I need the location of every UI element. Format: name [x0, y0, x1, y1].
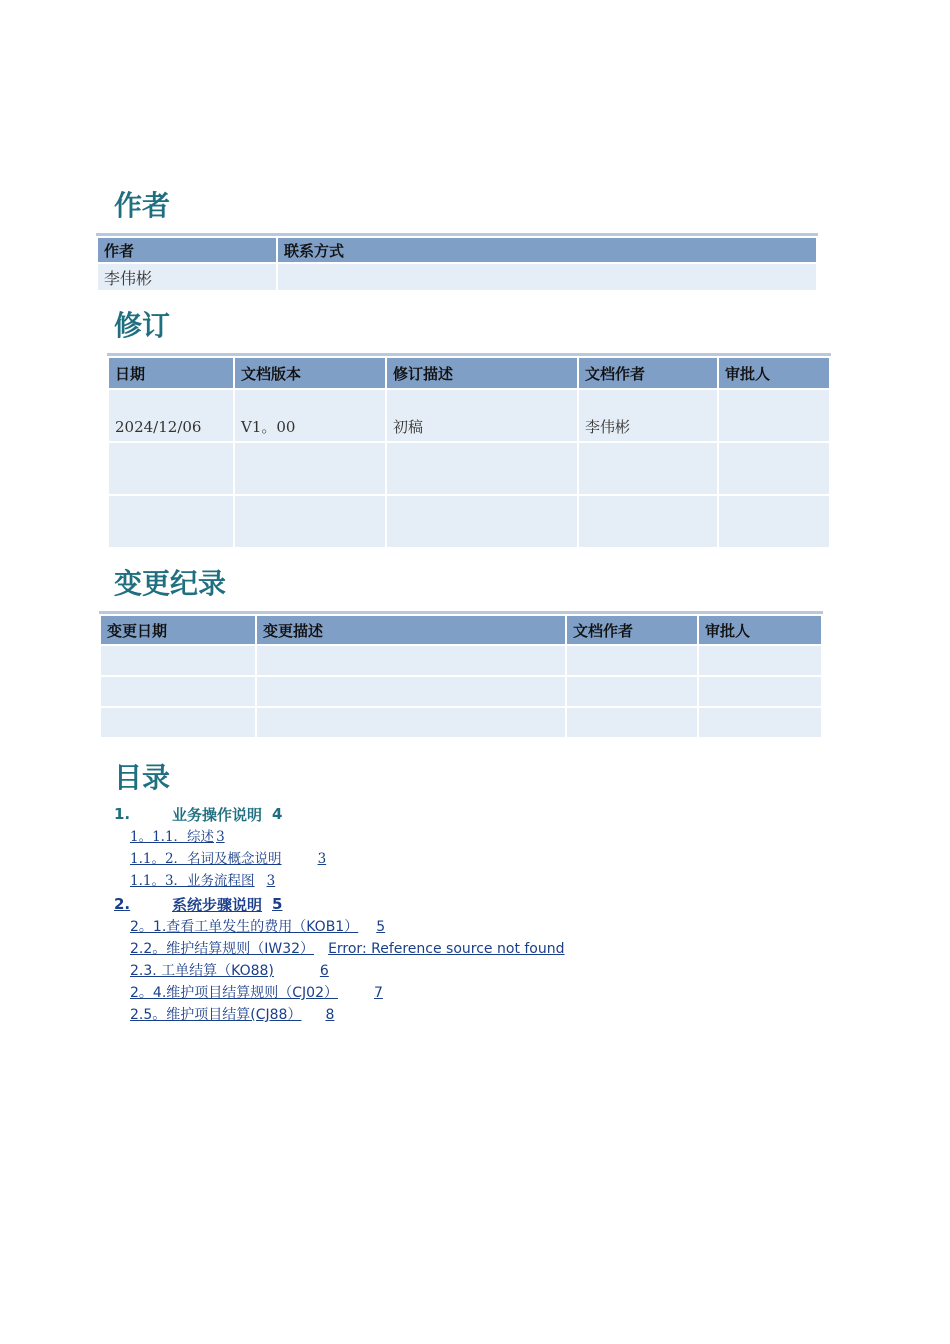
table-row: [101, 646, 821, 675]
toc-text: 2.3. 工单结算（KO88): [130, 963, 274, 979]
header-author: 作者: [98, 238, 276, 262]
header-change-date: 变更日期: [101, 616, 255, 644]
section-title-toc: 目录: [114, 761, 171, 794]
cell-approver: [699, 677, 821, 706]
toc-item-2-3[interactable]: [130, 960, 814, 982]
cell-approver: [719, 496, 829, 547]
table-of-contents: [114, 802, 814, 1026]
toc-number: 1.: [114, 805, 131, 823]
toc-page: 3: [317, 851, 327, 867]
cell-approver: [699, 708, 821, 737]
header-doc-author: 文档作者: [567, 616, 697, 644]
revision-table: [107, 353, 831, 549]
cell-doc-author: [567, 708, 697, 737]
table-row: [109, 390, 829, 441]
table-header-row: [101, 616, 821, 644]
table-header-row: [98, 238, 816, 262]
toc-text: 业务操作说明: [172, 805, 263, 824]
cell-approver: [719, 390, 829, 441]
toc-item-2-5[interactable]: [130, 1004, 814, 1026]
toc-text: 2。1.查看工单发生的费用（KOB1）: [130, 919, 359, 935]
toc-item-1-1-1[interactable]: [130, 826, 814, 848]
header-date: 日期: [109, 358, 233, 388]
header-approver: 审批人: [719, 358, 829, 388]
cell-description: [387, 496, 577, 547]
section-title-changes: 变更纪录: [114, 567, 227, 600]
toc-page: 6: [319, 963, 329, 979]
toc-text: 1.1。2．名词及概念说明: [130, 851, 282, 867]
cell-version: V1。00: [235, 390, 385, 441]
cell-change-description: [257, 708, 565, 737]
cell-doc-author: [567, 677, 697, 706]
toc-text: 1。1.1．综述: [130, 829, 215, 845]
header-version: 文档版本: [235, 358, 385, 388]
toc-page: 5: [272, 895, 283, 913]
cell-doc-author: [579, 443, 717, 494]
toc-text: 2.2。维护结算规则（IW32）: [130, 941, 315, 957]
header-change-description: 变更描述: [257, 616, 565, 644]
toc-page: Error: Reference source not found: [328, 941, 565, 957]
toc-text: 1.1。3．业务流程图: [130, 873, 255, 889]
toc-item-2-4[interactable]: [130, 982, 814, 1004]
toc-text: 2。4.维护项目结算规则（CJ02）: [130, 985, 338, 1001]
header-description: 修订描述: [387, 358, 577, 388]
toc-page: 4: [272, 805, 283, 823]
toc-text: 系统步骤说明: [172, 895, 263, 914]
table-row: [101, 677, 821, 706]
cell-description: 初稿: [387, 390, 577, 441]
cell-change-date: [101, 708, 255, 737]
cell-author: 李伟彬: [98, 264, 276, 290]
cell-version: [235, 443, 385, 494]
toc-number: 2.: [114, 895, 131, 913]
cell-doc-author: [567, 646, 697, 675]
toc-item-1-1-3[interactable]: [130, 870, 814, 892]
toc-page: 8: [325, 1007, 335, 1023]
toc-text: 2.5。维护项目结算(CJ88）: [130, 1007, 302, 1023]
cell-contact: [278, 264, 816, 290]
header-doc-author: 文档作者: [579, 358, 717, 388]
cell-date: [109, 496, 233, 547]
cell-date: 2024/12/06: [109, 390, 233, 441]
toc-page: 3: [266, 873, 276, 889]
cell-description: [387, 443, 577, 494]
section-title-author: 作者: [114, 189, 171, 222]
table-row: [109, 496, 829, 547]
cell-approver: [699, 646, 821, 675]
author-table: [96, 233, 818, 292]
cell-date: [109, 443, 233, 494]
table-row: [101, 708, 821, 737]
toc-item-2-2[interactable]: [130, 938, 814, 960]
table-header-row: [109, 358, 829, 388]
table-row: [109, 443, 829, 494]
cell-change-date: [101, 677, 255, 706]
toc-item-1[interactable]: [114, 802, 814, 826]
toc-page: 5: [376, 919, 386, 935]
cell-approver: [719, 443, 829, 494]
toc-page: 3: [216, 829, 225, 845]
cell-doc-author: 李伟彬: [579, 390, 717, 441]
cell-change-date: [101, 646, 255, 675]
toc-page: 7: [373, 985, 383, 1001]
toc-item-2[interactable]: [114, 892, 814, 916]
cell-doc-author: [579, 496, 717, 547]
header-approver: 审批人: [699, 616, 821, 644]
table-row: [98, 264, 816, 290]
cell-change-description: [257, 677, 565, 706]
change-table: [99, 611, 823, 739]
cell-version: [235, 496, 385, 547]
header-contact: 联系方式: [278, 238, 816, 262]
toc-item-1-1-2[interactable]: [130, 848, 814, 870]
cell-change-description: [257, 646, 565, 675]
toc-item-2-1[interactable]: [130, 916, 814, 938]
section-title-revision: 修订: [114, 309, 171, 342]
